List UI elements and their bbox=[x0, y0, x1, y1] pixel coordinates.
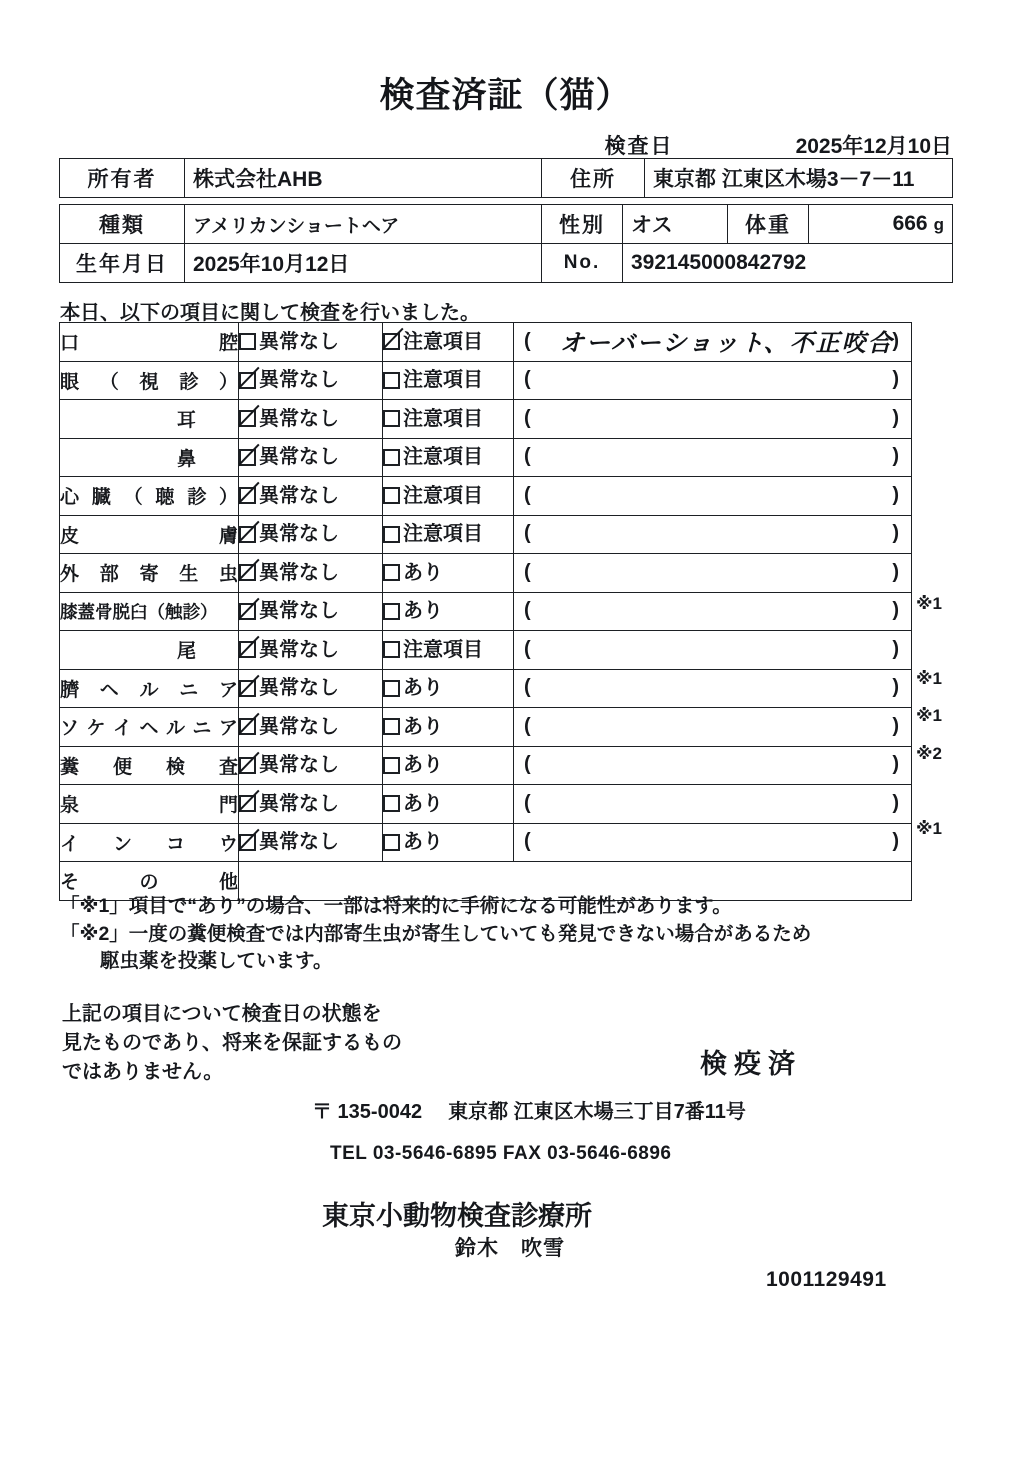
option-label: あり bbox=[403, 561, 443, 584]
checklist-note-field[interactable] bbox=[514, 438, 912, 477]
checklist-row-label: そ の 他 bbox=[60, 862, 239, 901]
checklist-note-field[interactable] bbox=[514, 631, 912, 670]
checklist-note-field[interactable] bbox=[514, 323, 912, 362]
option-label: 注意項目 bbox=[403, 369, 483, 392]
option-label: 異常なし bbox=[259, 754, 339, 777]
asterisk-marker: ※1 bbox=[916, 818, 942, 838]
checklist-row bbox=[60, 785, 912, 824]
checklist-row bbox=[60, 477, 912, 516]
paren-close: ) bbox=[892, 560, 899, 583]
weight-label: 体重 bbox=[728, 205, 809, 244]
option-label: 異常なし bbox=[259, 369, 339, 392]
table-row bbox=[60, 159, 953, 198]
option-finding[interactable] bbox=[383, 400, 514, 439]
checklist-row bbox=[60, 592, 912, 631]
paren-close: ) bbox=[892, 406, 899, 429]
clinic-address bbox=[312, 1095, 746, 1124]
exam-date-value: 2025年12月10日 bbox=[795, 135, 952, 158]
disclaimer bbox=[62, 1000, 402, 1087]
checklist-row bbox=[60, 631, 912, 670]
paren-open: ( bbox=[524, 445, 531, 468]
checklist-row-label: 皮 膚 bbox=[60, 515, 239, 554]
option-normal[interactable] bbox=[239, 515, 383, 554]
paren-open: ( bbox=[524, 368, 531, 391]
address-value: 東京都 江東区木場3－7－11 bbox=[645, 159, 953, 198]
checked-checkbox-icon[interactable] bbox=[239, 372, 256, 389]
checklist-note-field[interactable] bbox=[514, 708, 912, 747]
checklist-row bbox=[60, 554, 912, 593]
no-label: No. bbox=[542, 244, 623, 283]
option-finding[interactable] bbox=[383, 554, 514, 593]
checklist-note-field[interactable] bbox=[514, 515, 912, 554]
checkbox-icon[interactable] bbox=[383, 564, 400, 581]
checklist-row-label: 眼 （ 視 診 ） bbox=[60, 361, 239, 400]
checked-checkbox-icon[interactable] bbox=[239, 834, 256, 851]
address-label: 住所 bbox=[542, 159, 645, 198]
owner-table bbox=[59, 158, 953, 198]
owner-label: 所有者 bbox=[60, 159, 185, 198]
option-normal[interactable] bbox=[239, 631, 383, 670]
option-finding[interactable] bbox=[383, 669, 514, 708]
clinic-name: 東京小動物検査診療所 bbox=[322, 1201, 592, 1231]
breed-label: 種類 bbox=[60, 205, 185, 244]
option-normal[interactable] bbox=[239, 438, 383, 477]
option-normal[interactable] bbox=[239, 592, 383, 631]
checkbox-icon[interactable] bbox=[383, 449, 400, 466]
paren-close: ) bbox=[892, 753, 899, 776]
paren-close: ) bbox=[892, 714, 899, 737]
paren-close: ) bbox=[892, 445, 899, 468]
option-label: 異常なし bbox=[259, 484, 339, 507]
weight-cell bbox=[809, 205, 953, 244]
clinic-tel-fax: TEL 03-5646-6895 FAX 03-5646-6896 bbox=[330, 1143, 672, 1164]
paren-open: ( bbox=[524, 406, 531, 429]
option-normal[interactable] bbox=[239, 669, 383, 708]
option-finding[interactable] bbox=[383, 515, 514, 554]
quarantine-stamp: 検疫済 bbox=[700, 1049, 802, 1079]
page-title: 検査済証（猫） bbox=[379, 76, 632, 115]
checklist-row bbox=[60, 823, 912, 862]
option-label: 注意項目 bbox=[403, 407, 483, 430]
checklist-row bbox=[60, 515, 912, 554]
option-normal[interactable] bbox=[239, 400, 383, 439]
option-finding[interactable] bbox=[383, 592, 514, 631]
checklist-row bbox=[60, 361, 912, 400]
checked-checkbox-icon[interactable] bbox=[239, 526, 256, 543]
option-label: あり bbox=[403, 677, 443, 700]
checked-checkbox-icon[interactable] bbox=[239, 449, 256, 466]
no-value: 392145000842792 bbox=[623, 244, 953, 283]
checkbox-icon[interactable] bbox=[383, 680, 400, 697]
checkbox-icon[interactable] bbox=[383, 718, 400, 735]
paren-open: ( bbox=[524, 599, 531, 622]
option-label: 注意項目 bbox=[403, 523, 483, 546]
checkbox-icon[interactable] bbox=[383, 410, 400, 427]
option-normal[interactable] bbox=[239, 323, 383, 362]
checkbox-icon[interactable] bbox=[383, 834, 400, 851]
paren-close: ) bbox=[892, 522, 899, 545]
paren-open: ( bbox=[524, 714, 531, 737]
checkbox-icon[interactable] bbox=[383, 757, 400, 774]
checklist-row bbox=[60, 708, 912, 747]
paren-close: ) bbox=[892, 791, 899, 814]
weight-unit: g bbox=[933, 215, 944, 234]
paren-close: ) bbox=[892, 830, 899, 853]
checked-checkbox-icon[interactable] bbox=[239, 603, 256, 620]
option-label: 注意項目 bbox=[403, 638, 483, 661]
option-label: 異常なし bbox=[259, 446, 339, 469]
asterisk-marker: ※1 bbox=[916, 593, 942, 613]
option-label: 異常なし bbox=[259, 600, 339, 623]
checklist-row-label: 口 腔 bbox=[60, 323, 239, 362]
checked-checkbox-icon[interactable] bbox=[239, 410, 256, 427]
option-finding[interactable] bbox=[383, 746, 514, 785]
checkbox-icon[interactable] bbox=[383, 372, 400, 389]
option-finding[interactable] bbox=[383, 631, 514, 670]
option-finding[interactable] bbox=[383, 323, 514, 362]
paren-close: ) bbox=[892, 599, 899, 622]
option-label: 注意項目 bbox=[403, 330, 483, 353]
checklist-row bbox=[60, 400, 912, 439]
paren-close: ) bbox=[892, 483, 899, 506]
breed-value: アメリカンショートヘア bbox=[185, 205, 542, 244]
birth-value: 2025年10月12日 bbox=[185, 244, 542, 283]
footnote-2-line2: 駆虫薬を投薬しています。 bbox=[100, 950, 333, 973]
checkbox-icon[interactable] bbox=[383, 603, 400, 620]
paren-open: ( bbox=[524, 830, 531, 853]
paren-open: ( bbox=[524, 483, 531, 506]
footnote-2 bbox=[60, 921, 960, 976]
checklist-note-field[interactable] bbox=[514, 746, 912, 785]
option-normal[interactable] bbox=[239, 746, 383, 785]
option-finding[interactable] bbox=[383, 438, 514, 477]
option-label: 注意項目 bbox=[403, 446, 483, 469]
option-label: あり bbox=[403, 831, 443, 854]
option-label: 異常なし bbox=[259, 407, 339, 430]
owner-value: 株式会社AHB bbox=[185, 159, 542, 198]
checklist-row bbox=[60, 323, 912, 362]
asterisk-marker: ※2 bbox=[916, 743, 942, 763]
disclaimer-line-2: 見たものであり、将来を保証するもの bbox=[62, 1032, 402, 1054]
checkbox-icon[interactable] bbox=[383, 641, 400, 658]
checklist-row-label: イ ン コ ウ bbox=[60, 823, 239, 862]
clinic-person-name: 鈴木 吹雪 bbox=[455, 1237, 565, 1260]
checked-checkbox-icon[interactable] bbox=[239, 680, 256, 697]
checklist-row bbox=[60, 669, 912, 708]
option-finding[interactable] bbox=[383, 823, 514, 862]
option-finding[interactable] bbox=[383, 708, 514, 747]
checklist-row-label: 耳 bbox=[60, 400, 239, 439]
paren-close: ) bbox=[892, 368, 899, 391]
option-label: あり bbox=[403, 600, 443, 623]
checklist-note-field[interactable] bbox=[514, 592, 912, 631]
option-normal[interactable] bbox=[239, 823, 383, 862]
paren-close: ) bbox=[892, 329, 899, 352]
option-label: あり bbox=[403, 754, 443, 777]
option-normal[interactable] bbox=[239, 477, 383, 516]
footnote-1: 「※1」項目で“あり”の場合、一部は将来的に手術になる可能性があります。 bbox=[60, 895, 732, 917]
checked-checkbox-icon[interactable] bbox=[239, 795, 256, 812]
checkbox-icon[interactable] bbox=[239, 333, 256, 350]
checklist-note-field[interactable] bbox=[514, 400, 912, 439]
checklist-row bbox=[60, 438, 912, 477]
checklist-row-label: 心 臓 （ 聴 診 ） bbox=[60, 477, 239, 516]
handwritten-note: オーバーショット、不正咬合 bbox=[560, 328, 894, 357]
option-label: 異常なし bbox=[259, 831, 339, 854]
asterisk-marker: ※1 bbox=[916, 706, 942, 725]
checklist-row-label: 外 部 寄 生 虫 bbox=[60, 554, 239, 593]
option-finding[interactable] bbox=[383, 785, 514, 824]
option-label: 注意項目 bbox=[403, 484, 483, 507]
option-label: 異常なし bbox=[259, 523, 339, 546]
checklist-note-field[interactable] bbox=[514, 477, 912, 516]
checked-checkbox-icon[interactable] bbox=[239, 757, 256, 774]
checklist-note-field[interactable] bbox=[514, 785, 912, 824]
checklist-row-label: 膝蓋骨脱臼（触診） bbox=[60, 592, 239, 631]
option-label: 異常なし bbox=[259, 638, 339, 661]
paren-open: ( bbox=[524, 753, 531, 776]
exam-date-row bbox=[0, 130, 952, 160]
paren-open: ( bbox=[524, 676, 531, 699]
option-normal[interactable] bbox=[239, 708, 383, 747]
checkbox-icon[interactable] bbox=[383, 487, 400, 504]
birth-label: 生年月日 bbox=[60, 244, 185, 283]
paren-close: ) bbox=[892, 637, 899, 660]
animal-table bbox=[59, 204, 953, 283]
checklist-note-field[interactable] bbox=[514, 361, 912, 400]
paren-open: ( bbox=[524, 637, 531, 660]
checked-checkbox-icon[interactable] bbox=[239, 487, 256, 504]
option-label: 異常なし bbox=[259, 792, 339, 815]
footnote-2-line1: 「※2」一度の糞便検査では内部寄生虫が寄生していても発見できない場合があるため bbox=[60, 922, 812, 945]
option-label: 異常なし bbox=[259, 677, 339, 700]
paren-open: ( bbox=[524, 329, 531, 352]
serial-number: 1001129491 bbox=[766, 1268, 887, 1291]
checklist-row bbox=[60, 746, 912, 785]
table-row bbox=[60, 244, 953, 283]
option-finding[interactable] bbox=[383, 361, 514, 400]
exam-date-label: 検査日 bbox=[604, 135, 674, 158]
asterisk-marker: ※1 bbox=[916, 668, 942, 688]
checklist-table bbox=[59, 322, 912, 901]
table-row bbox=[60, 205, 953, 244]
paren-open: ( bbox=[524, 560, 531, 583]
option-label: 異常なし bbox=[259, 715, 339, 738]
option-label: 異常なし bbox=[259, 330, 339, 353]
checklist-note-field[interactable] bbox=[514, 823, 912, 862]
option-normal[interactable] bbox=[239, 554, 383, 593]
sex-label: 性別 bbox=[542, 205, 623, 244]
checklist-row-label: ソ ケ イ ヘ ル ニ ア bbox=[60, 708, 239, 747]
option-normal[interactable] bbox=[239, 785, 383, 824]
paren-close: ) bbox=[892, 676, 899, 699]
checklist-row-label: 鼻 bbox=[60, 438, 239, 477]
intro-text: 本日、以下の項目に関して検査を行いました。 bbox=[60, 302, 480, 324]
weight-value: 666 bbox=[892, 212, 928, 235]
checked-checkbox-icon[interactable] bbox=[383, 333, 400, 350]
clinic-zip: 〒 135-0042 bbox=[312, 1101, 423, 1123]
checked-checkbox-icon[interactable] bbox=[239, 718, 256, 735]
option-normal[interactable] bbox=[239, 361, 383, 400]
checkbox-icon[interactable] bbox=[383, 795, 400, 812]
disclaimer-line-3: ではありません。 bbox=[62, 1061, 224, 1083]
checked-checkbox-icon[interactable] bbox=[239, 641, 256, 658]
checked-checkbox-icon[interactable] bbox=[239, 564, 256, 581]
checklist-row-label: 糞 便 検 査 bbox=[60, 746, 239, 785]
option-label: 異常なし bbox=[259, 561, 339, 584]
checklist-row-label: 尾 bbox=[60, 631, 239, 670]
footnotes bbox=[60, 893, 960, 976]
checklist-row-label: 泉 門 bbox=[60, 785, 239, 824]
paren-open: ( bbox=[524, 791, 531, 814]
checkbox-icon[interactable] bbox=[383, 526, 400, 543]
option-label: あり bbox=[403, 792, 443, 815]
paren-open: ( bbox=[524, 522, 531, 545]
option-label: あり bbox=[403, 715, 443, 738]
clinic-address-text: 東京都 江東区木場三丁目7番11号 bbox=[448, 1101, 746, 1123]
checklist-note-field[interactable] bbox=[514, 669, 912, 708]
sex-value: オス bbox=[623, 205, 728, 244]
disclaimer-line-1: 上記の項目について検査日の状態を bbox=[62, 1003, 382, 1025]
checklist-row-label: 臍 ヘ ル ニ ア bbox=[60, 669, 239, 708]
option-finding[interactable] bbox=[383, 477, 514, 516]
checklist-note-field[interactable] bbox=[514, 554, 912, 593]
